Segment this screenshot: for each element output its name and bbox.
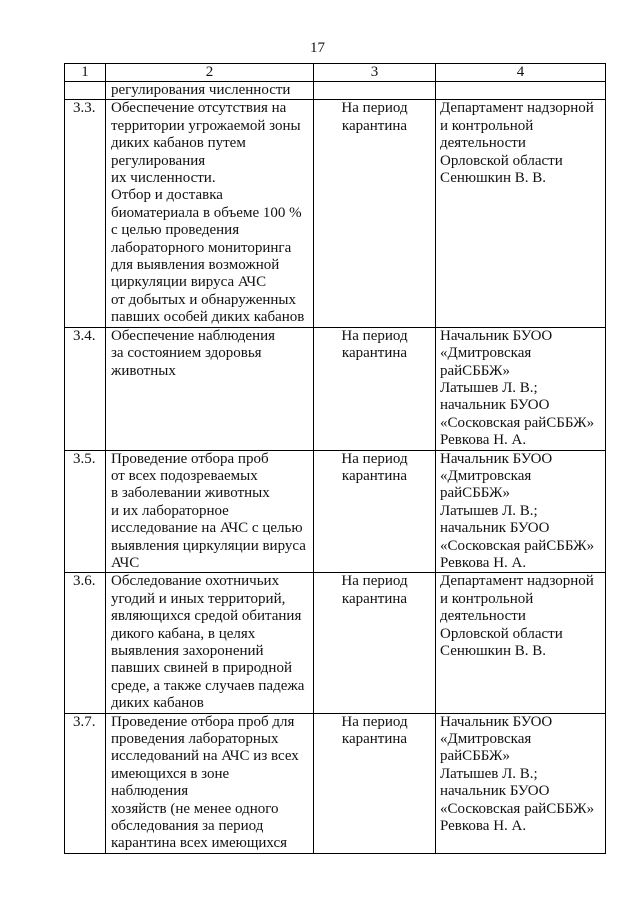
row-period: На период карантина	[314, 450, 436, 573]
header-col-4: 4	[436, 64, 606, 82]
table-row	[65, 573, 606, 713]
row-period: На период карантина	[314, 573, 436, 713]
row-period: На период карантина	[314, 327, 436, 450]
row-period: На период карантина	[314, 100, 436, 327]
row-description: Проведение отбора проб для проведения лабораторных исследований на АЧС из всех имеющихся в зоне наблюдения хозяйств (не менее одного обследования за период карантина всех имеющихся	[106, 713, 314, 853]
row-responsible: Департамент надзорной и контрольной деятельности Орловской области Сенюшкин В. В.	[436, 573, 606, 713]
header-col-2: 2	[106, 64, 314, 82]
header-col-3: 3	[314, 64, 436, 82]
header-col-1: 1	[65, 64, 106, 82]
row-number: 3.3.	[65, 100, 106, 327]
continuation-row	[65, 82, 606, 100]
row-responsible: Начальник БУОО «Дмитровская райСББЖ» Латышев Л. В.; начальник БУОО «Сосковская райСББЖ» Ревкова Н. А.	[436, 713, 606, 853]
row-responsible: Начальник БУОО «Дмитровская райСББЖ» Латышев Л. В.; начальник БУОО «Сосковская райСББЖ» Ревкова Н. А.	[436, 327, 606, 450]
row-description: Проведение отбора проб от всех подозреваемых в заболевании животных и их лабораторное исследование на АЧС с целью выявления циркуляции вируса АЧС	[106, 450, 314, 573]
row-number: 3.6.	[65, 573, 106, 713]
row-period: На период карантина	[314, 713, 436, 853]
continuation-text: регулирования численности	[106, 82, 314, 100]
table-header-row	[65, 64, 606, 82]
row-responsible: Начальник БУОО «Дмитровская райСББЖ» Латышев Л. В.; начальник БУОО «Сосковская райСББЖ» Ревкова Н. А.	[436, 450, 606, 573]
table-row	[65, 327, 606, 450]
row-number: 3.4.	[65, 327, 106, 450]
row-description: Обеспечение отсутствия на территории угрожаемой зоны диких кабанов путем регулирования их численности. Отбор и доставка биоматериала в объеме 100 % с целью проведения лабораторного мониторинга для выявления возможной циркуляции вируса АЧС от добытых и обнаруженных павших особей диких кабанов	[106, 100, 314, 327]
continuation-num	[65, 82, 106, 100]
row-number: 3.5.	[65, 450, 106, 573]
table-row	[65, 100, 606, 327]
row-description: Обеспечение наблюдения за состоянием здоровья животных	[106, 327, 314, 450]
table-row	[65, 450, 606, 573]
row-responsible: Департамент надзорной и контрольной деятельности Орловской области Сенюшкин В. В.	[436, 100, 606, 327]
continuation-resp	[436, 82, 606, 100]
page-number: 17	[310, 40, 325, 56]
measures-table	[64, 63, 606, 854]
row-description: Обследование охотничьих угодий и иных территорий, являющихся средой обитания дикого кабана, в целях выявления захоронений павших свиней в природной среде, а также случаев падежа диких кабанов	[106, 573, 314, 713]
row-number: 3.7.	[65, 713, 106, 853]
table-row	[65, 713, 606, 853]
continuation-period	[314, 82, 436, 100]
